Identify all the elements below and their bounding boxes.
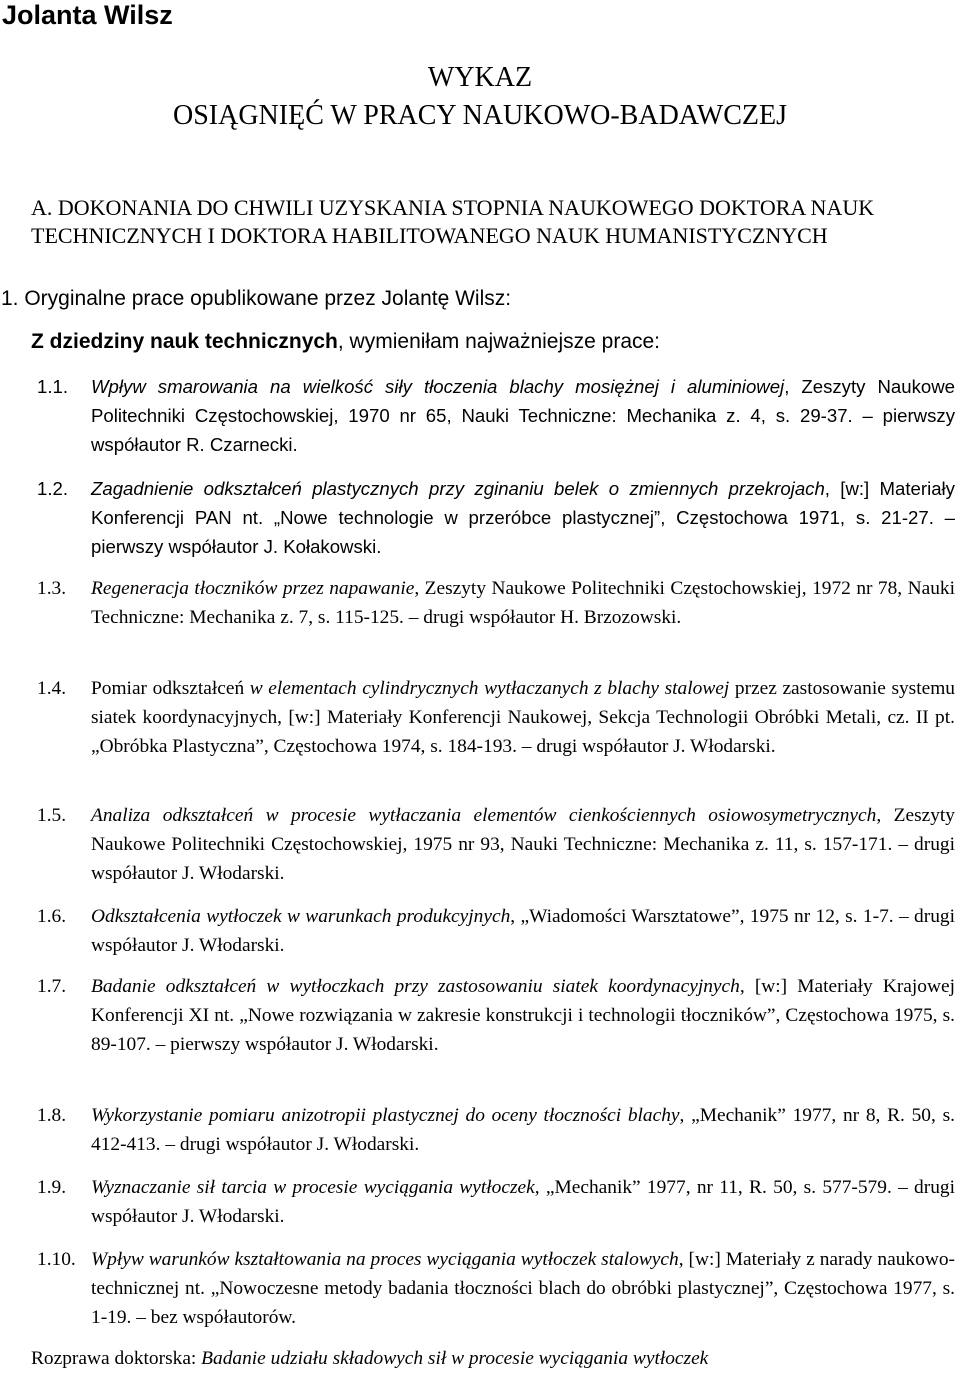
publication-number: 1.4. bbox=[37, 678, 67, 699]
publication-number: 1.6. bbox=[37, 906, 67, 927]
publication-title: Zagadnienie odkształceń plastycznych przy zginaniu belek o zmiennych przekrojach bbox=[91, 478, 825, 499]
field-rest: , wymieniłam najważniejsze prace: bbox=[337, 330, 661, 353]
publication-body bbox=[91, 1245, 955, 1332]
publication-title-prefix: Pomiar odkształceń bbox=[91, 678, 245, 699]
publication-title: Wykorzystanie pomiaru anizotropii plastycznej do oceny tłoczności blachy bbox=[91, 1105, 680, 1126]
publication-body bbox=[91, 972, 955, 1059]
publication-number: 1.10. bbox=[37, 1249, 76, 1270]
publication-body bbox=[91, 574, 955, 632]
doc-title-line1: WYKAZ bbox=[427, 62, 533, 93]
doc-title-line2: OSIĄGNIĘĆ W PRACY NAUKOWO-BADAWCZEJ bbox=[172, 100, 787, 131]
publication-details: , „Wiadomości Warsztatowe”, 1975 nr 12, s. 1-7. – drugi współautor J. Włodarski. bbox=[91, 906, 955, 956]
dissertation-label: Rozprawa doktorska: bbox=[31, 1348, 202, 1369]
publication-details: , „Mechanik” 1977, nr 11, R. 50, s. 577-579. – drugi współautor J. Włodarski. bbox=[91, 1177, 955, 1227]
section-a-heading: A. DOKONANIA DO CHWILI UZYSKANIA STOPNIA NAUKOWEGO DOKTORA NAUK TECHNICZNYCH I DOKTORA HABILITOWANEGO NAUK HUMANISTYCZNYCH bbox=[31, 195, 875, 248]
publication-title: Wyznaczanie sił tarcia w procesie wyciągania wytłoczek bbox=[91, 1177, 535, 1198]
publication-title: Analiza odkształceń w procesie wytłaczania elementów cienkościennych osiowosymetrycznych bbox=[91, 805, 877, 826]
publication-details: , [w:] Materiały Krajowej Konferencji XI nt. „Nowe rozwiązania w zakresie konstrukcji i technologii tłoczników”, Częstochowa 1975, s. 89-107. – pierwszy współautor J. Włodarski. bbox=[91, 976, 955, 1055]
publication-details: , Zeszyty Naukowe Politechniki Częstochowskiej, 1972 nr 78, Nauki Techniczne: Mechanika z. 7, s. 115-125. – drugi współautor H. Brzozowski. bbox=[91, 578, 955, 628]
publication-details: , [w:] Materiały Konferencji PAN nt. „Nowe technologie w przeróbce plastycznej”, Częstochowa 1971, s. 21-27. – pierwszy współautor J. Kołakowski. bbox=[91, 478, 955, 557]
publication-title: Badanie odkształceń w wytłoczkach przy zastosowaniu siatek koordynacyjnych bbox=[91, 976, 740, 997]
publication-title: w elementach cylindrycznych wytłaczanych z blachy stalowej bbox=[244, 678, 730, 699]
publication-number: 1.7. bbox=[37, 976, 67, 997]
subsection-1-heading: 1. Oryginalne prace opublikowane przez Jolantę Wilsz: bbox=[1, 287, 512, 310]
publication-number: 1.5. bbox=[37, 805, 67, 826]
publication-body bbox=[91, 1101, 955, 1159]
publication-title: Wpływ smarowania na wielkość siły tłoczenia blachy mosiężnej i aluminiowej bbox=[91, 376, 785, 397]
publication-details: , Zeszyty Naukowe Politechniki Częstochowskiej, 1975 nr 93, Nauki Techniczne: Mechanika z. 11, s. 157-171. – drugi współautor J. Włodarski. bbox=[91, 805, 955, 884]
publication-number: 1.8. bbox=[37, 1105, 67, 1126]
publication-details: , [w:] Materiały z narady naukowo-technicznej nt. „Nowoczesne metody badania tłoczności blach do obróbki plastycznej”, Częstochowa 1977, s. 1-19. – bez współautorów. bbox=[91, 1249, 955, 1328]
publication-body bbox=[91, 1173, 955, 1231]
publication-title: Regeneracja tłoczników przez napawanie bbox=[91, 578, 415, 599]
publication-body bbox=[91, 674, 955, 761]
publication-body bbox=[91, 902, 955, 960]
publication-body bbox=[91, 372, 955, 459]
publication-details: , „Mechanik” 1977, nr 8, R. 50, s. 412-413. – drugi współautor J. Włodarski. bbox=[91, 1105, 955, 1155]
author-name: Jolanta Wilsz bbox=[2, 0, 173, 30]
publication-title: Odkształcenia wytłoczek w warunkach produkcyjnych bbox=[91, 906, 511, 927]
doctoral-dissertation bbox=[31, 1344, 959, 1373]
publication-number: 1.3. bbox=[37, 578, 67, 599]
publication-details: przez zastosowanie systemu siatek koordynacyjnych, [w:] Materiały Konferencji Naukowej, Sekcja Technologii Obróbki Metali, cz. II pt. „Obróbka Plastyczna”, Częstochowa 1974, s. 184-193. – drugi współautor J. Włodarski. bbox=[91, 678, 956, 757]
publication-body bbox=[91, 474, 955, 561]
publication-title: Wpływ warunków kształtowania na proces wyciągania wytłoczek stalowych bbox=[91, 1249, 679, 1270]
publication-number: 1.2. bbox=[37, 478, 69, 499]
field-bold: Z dziedziny nauk technicznych bbox=[31, 330, 338, 353]
publication-number: 1.9. bbox=[37, 1177, 67, 1198]
publication-number: 1.1. bbox=[37, 376, 69, 397]
field-heading bbox=[31, 328, 660, 356]
publication-body bbox=[91, 801, 955, 888]
publication-details: , Zeszyty Naukowe Politechniki Częstochowskiej, 1970 nr 65, Nauki Techniczne: Mechanika z. 4, s. 29-37. – pierwszy współautor R. Czarnecki. bbox=[91, 376, 955, 455]
dissertation-title: Badanie udziału składowych sił w procesie wyciągania wytłoczek bbox=[201, 1348, 709, 1369]
